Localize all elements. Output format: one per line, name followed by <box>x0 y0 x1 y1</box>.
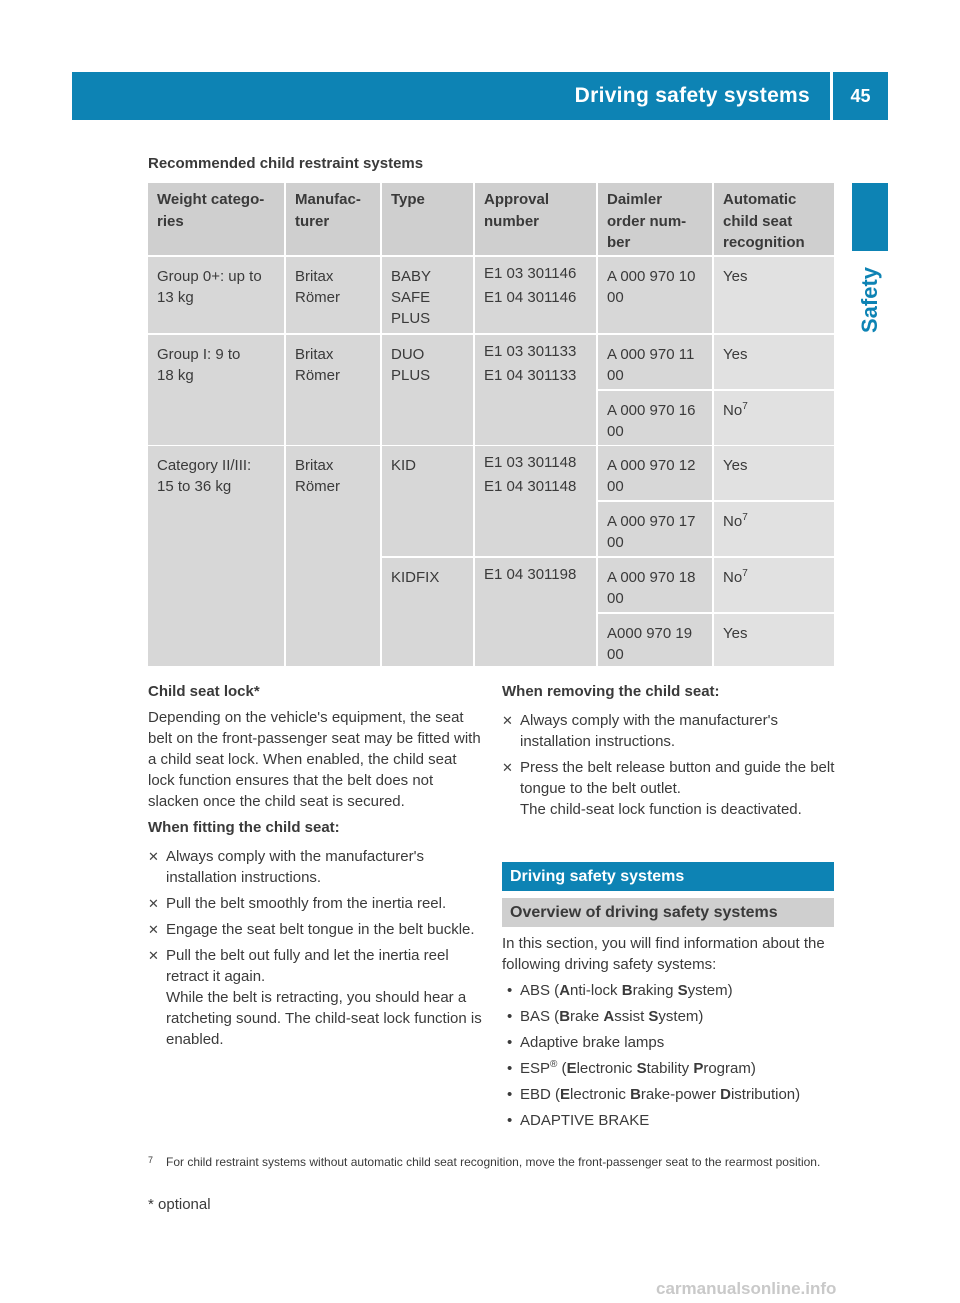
page-number: 45 <box>850 86 871 106</box>
list-item-text: ystem) <box>687 982 733 999</box>
footnote-text: For child restraint systems without automatic child seat recognition, move the front-passenger seat to the rearmost position. <box>166 1155 821 1169</box>
table-header-cell: Approval number <box>475 183 596 255</box>
list-item <box>502 980 838 1001</box>
instruction-step <box>148 945 484 987</box>
side-tab-marker <box>852 183 888 251</box>
manufacturer-cell: Britax Römer <box>286 335 380 445</box>
watermark: carmanualsonline.info <box>656 1279 837 1298</box>
side-tab <box>852 260 888 340</box>
footnote-marker: 7 <box>148 1155 154 1165</box>
auto-recognition-cell <box>714 446 834 500</box>
arrow-x-icon: ✕ <box>148 896 159 911</box>
list-item-text: E <box>566 1060 577 1077</box>
instruction-step <box>502 710 838 752</box>
instruction-step-text: Always comply with the manufacturer's installation instructions. <box>520 712 778 750</box>
list-item-text: ESP® ( <box>520 1059 567 1077</box>
order-number-cell: A 000 970 11 00 <box>598 335 712 389</box>
side-tab-label: Safety <box>857 266 882 334</box>
approval-cell: E1 03 301148 E1 04 301148 <box>475 446 596 556</box>
list-item-text: D <box>720 1086 731 1103</box>
table-header-cell: Type <box>382 183 473 255</box>
removing-heading: When removing the child seat: <box>502 683 720 700</box>
fitting-steps <box>148 846 484 987</box>
bullet-dot-icon: • <box>507 982 513 999</box>
table-header-cell: Daimler order num- ber <box>598 183 712 255</box>
list-item-text: B <box>621 982 633 999</box>
approval-cell: E1 04 301198 <box>475 558 596 666</box>
list-item <box>502 1006 838 1027</box>
instruction-step-text: Pull the belt out fully and let the inertia reel retract it again. <box>166 947 449 985</box>
table-header-cell: Manufac- turer <box>286 183 380 255</box>
order-number-cell: A 000 970 10 00 <box>598 257 712 333</box>
list-item-text: S <box>648 1008 659 1025</box>
auto-recognition-value: Yes <box>723 268 748 285</box>
removing-result: The child-seat lock function is deactivated. <box>520 801 802 818</box>
list-item-text: rogram) <box>703 1060 756 1077</box>
auto-recognition-value: No <box>723 402 743 419</box>
instruction-step-text: Press the belt release button and guide the belt tongue to the belt outlet. <box>520 759 835 797</box>
instruction-step-text: Pull the belt smoothly from the inertia reel. <box>166 895 447 912</box>
auto-recognition-value: Yes <box>723 346 748 363</box>
list-item-text: S <box>677 982 688 999</box>
list-item-text: rake-power <box>640 1086 721 1103</box>
auto-recognition-cell <box>714 335 834 389</box>
arrow-x-icon: ✕ <box>148 948 159 963</box>
list-item-text: raking <box>632 982 678 999</box>
list-item <box>502 1084 838 1105</box>
arrow-x-icon: ✕ <box>148 922 159 937</box>
weight-cell: Group I: 9 to 18 kg <box>148 335 284 445</box>
list-item-text: S <box>636 1060 647 1077</box>
systems-list <box>502 980 838 1131</box>
list-item-text: B <box>630 1086 641 1103</box>
list-item-text: ADAPTIVE BRAKE <box>520 1112 650 1129</box>
bullet-dot-icon: • <box>507 1112 513 1129</box>
arrow-x-icon: ✕ <box>502 713 513 728</box>
list-item <box>502 1110 838 1131</box>
list-item-text: lectronic <box>576 1060 637 1077</box>
header-title: Driving safety systems <box>574 84 810 107</box>
list-item-text: ABS ( <box>520 982 560 999</box>
page-header-bar <box>72 72 888 120</box>
arrow-x-icon: ✕ <box>502 760 513 775</box>
order-number-cell: A 000 970 12 00 <box>598 446 712 500</box>
systems-intro: In this section, you will find information about the following driving safety systems: <box>502 935 825 973</box>
approval-cell: E1 03 301146 E1 04 301146 <box>475 257 596 333</box>
child-seat-lock-intro: Depending on the vehicle's equipment, the seat belt on the front-passenger seat may be fitted with a child seat lock. When enabled, the child seat lock function ensures that the belt does not slacken once the child seat is secured. <box>148 709 481 810</box>
table-header-cell: Automatic child seat recognition <box>714 183 834 255</box>
bullet-dot-icon: • <box>507 1034 513 1051</box>
footnote <box>148 1155 838 1170</box>
instruction-step-text: Engage the seat belt tongue in the belt buckle. <box>166 921 475 938</box>
list-item-text: ystem) <box>658 1008 704 1025</box>
list-item <box>502 1032 838 1053</box>
order-number-cell: A 000 970 17 00 <box>598 502 712 556</box>
removing-steps <box>502 710 838 799</box>
arrow-x-icon: ✕ <box>148 849 159 864</box>
subsection-title-bar: Overview of driving safety systems <box>502 898 834 927</box>
auto-recognition-value: Yes <box>723 457 748 474</box>
list-item-text: EBD ( <box>520 1086 561 1103</box>
footnote-reference: 7 <box>742 568 748 579</box>
list-item-text: P <box>693 1060 704 1077</box>
systems-overview <box>502 933 838 1136</box>
fitting-heading: When fitting the child seat: <box>148 819 340 836</box>
registered-mark: ® <box>550 1059 558 1070</box>
instruction-step <box>148 846 484 888</box>
manufacturer-cell: Britax Römer <box>286 446 380 666</box>
auto-recognition-cell <box>714 614 834 666</box>
table-header-cell: Weight catego- ries <box>148 183 284 255</box>
bullet-dot-icon: • <box>507 1086 513 1103</box>
auto-recognition-value: No <box>723 569 743 586</box>
order-number-cell: A 000 970 18 00 <box>598 558 712 612</box>
order-number-cell: A000 970 19 00 <box>598 614 712 666</box>
list-item-text: lectronic <box>570 1086 631 1103</box>
auto-recognition-cell <box>714 502 834 556</box>
weight-cell: Group 0+: up to 13 kg <box>148 257 284 333</box>
child-restraint-table <box>148 183 834 666</box>
manufacturer-cell: Britax Römer <box>286 257 380 333</box>
bullet-dot-icon: • <box>507 1060 513 1077</box>
auto-recognition-value: No <box>723 513 743 530</box>
order-number-cell: A 000 970 16 00 <box>598 391 712 445</box>
instruction-step-text: Always comply with the manufacturer's installation instructions. <box>166 848 424 886</box>
optional-note: * optional <box>148 1196 211 1213</box>
auto-recognition-cell <box>714 391 834 445</box>
child-seat-lock-heading: Child seat lock* <box>148 683 260 700</box>
table-title: Recommended child restraint systems <box>148 155 424 172</box>
list-item-text: tability <box>646 1060 694 1077</box>
type-cell: BABY SAFE PLUS <box>382 257 473 333</box>
list-item-text: rake <box>570 1008 604 1025</box>
list-item <box>502 1058 838 1079</box>
list-item-text: nti-lock <box>570 982 622 999</box>
weight-cell: Category II/III: 15 to 36 kg <box>148 446 284 666</box>
type-cell: KID <box>382 446 473 556</box>
list-item-text: A <box>603 1008 615 1025</box>
approval-cell: E1 03 301133 E1 04 301133 <box>475 335 596 445</box>
fitting-result: While the belt is retracting, you should hear a ratcheting sound. The child-seat lock function is enabled. <box>166 989 482 1048</box>
type-cell: DUO PLUS <box>382 335 473 445</box>
type-cell: KIDFIX <box>382 558 473 666</box>
left-column <box>148 681 484 1050</box>
instruction-step <box>502 757 838 799</box>
instruction-step <box>148 919 484 940</box>
auto-recognition-value: Yes <box>723 625 748 642</box>
instruction-step <box>148 893 484 914</box>
auto-recognition-cell <box>714 257 834 333</box>
right-column <box>502 681 838 820</box>
list-item-text: BAS ( <box>520 1008 560 1025</box>
list-item-text: A <box>559 982 571 999</box>
list-item-text: Adaptive brake lamps <box>520 1034 665 1051</box>
list-item-text: istribution) <box>730 1086 801 1103</box>
section-title-bar: Driving safety systems <box>502 862 834 891</box>
bullet-dot-icon: • <box>507 1008 513 1025</box>
footnote-reference: 7 <box>742 401 748 412</box>
list-item-text: ssist <box>614 1008 649 1025</box>
list-item-text: B <box>559 1008 571 1025</box>
footnote-reference: 7 <box>742 512 748 523</box>
list-item-text: E <box>560 1086 571 1103</box>
auto-recognition-cell <box>714 558 834 612</box>
